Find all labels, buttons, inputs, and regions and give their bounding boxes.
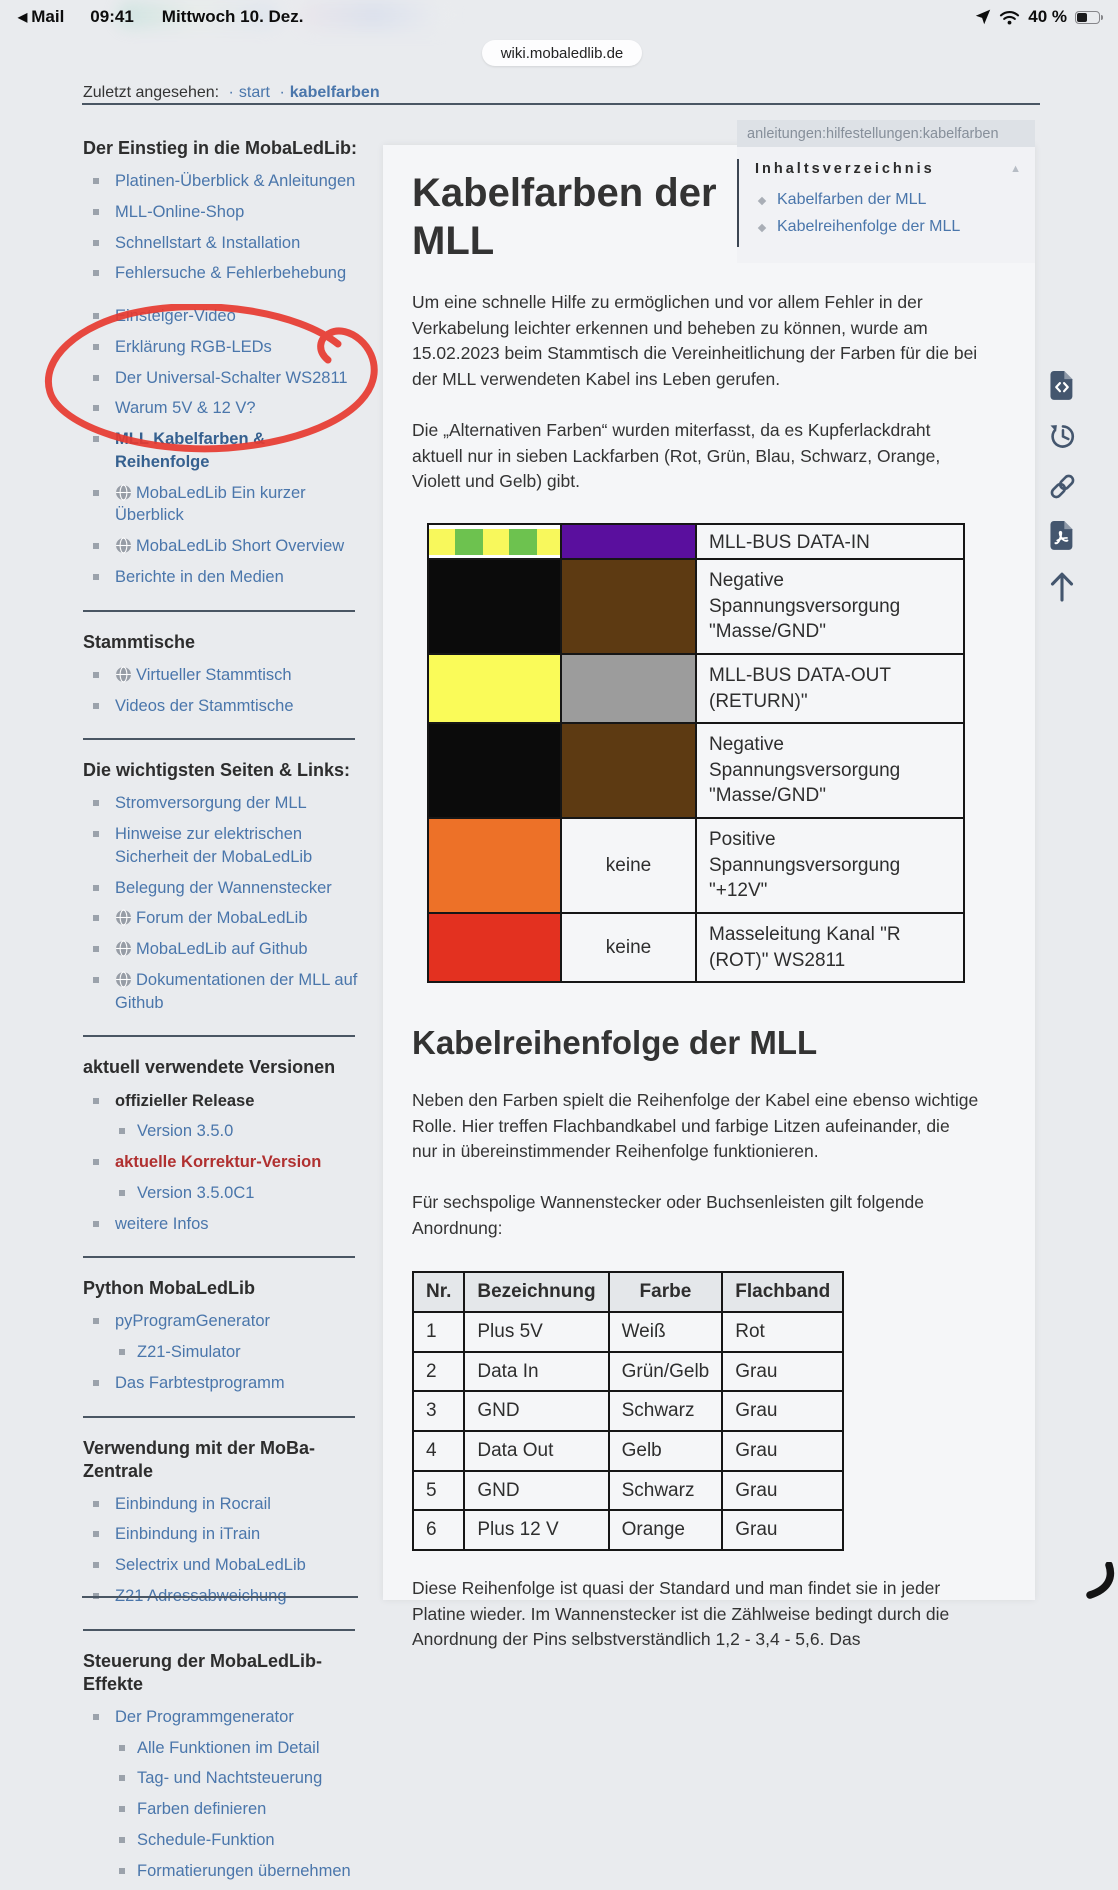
cable-color-table — [427, 523, 965, 983]
sidebar-item[interactable]: Schedule-Funktion — [83, 1829, 361, 1852]
wire-swatch-gray — [561, 654, 696, 723]
table-row — [428, 913, 964, 982]
sidebar-item[interactable]: Einbindung in iTrain — [83, 1523, 361, 1546]
sidebar-divider — [83, 1035, 355, 1037]
wire-function-label: MLL-BUS DATA-OUT (RETURN)" — [696, 654, 964, 723]
sidebar-item[interactable]: Platinen-Überblick & Anleitungen — [83, 170, 361, 193]
page-tools — [1046, 370, 1078, 602]
wire-swatch-red — [428, 913, 561, 982]
sidebar-item[interactable]: Version 3.5.0 — [83, 1120, 361, 1143]
sidebar-item[interactable]: Selectrix und MobaLedLib — [83, 1554, 361, 1577]
column-header: Flachband — [722, 1272, 843, 1312]
breadcrumb-separator: · — [228, 84, 234, 101]
alt-colors-paragraph: Die „Alternativen Farben“ wurden miterfasst, da es Kupferlackdraht aktuell nur in sieben Lackfarben (Rot, Grün, Blau, Schwarz, Orange, Violett und Gelb) gibt. — [412, 419, 941, 492]
globe-icon — [115, 940, 132, 957]
page-title: Kabelfarben der MLL — [412, 171, 717, 263]
sidebar-item: offizieller Release — [83, 1090, 361, 1113]
sidebar-item[interactable]: Version 3.5.0C1 — [83, 1182, 361, 1205]
wifi-icon — [999, 10, 1020, 25]
table-row: 1 Plus 5V Weiß Rot — [413, 1312, 843, 1352]
show-source-icon[interactable] — [1046, 370, 1078, 402]
wire-function-label: MLL-BUS DATA-IN — [696, 524, 964, 559]
sidebar-item[interactable]: Fehlersuche & Fehlerbehebung — [83, 262, 361, 285]
globe-icon — [115, 909, 132, 926]
wire-swatch-green-yellow — [428, 524, 561, 559]
backlinks-icon[interactable] — [1046, 470, 1078, 502]
order-intro-paragraph: Neben den Farben spielt die Reihenfolge der Kabel eine ebenso wichtige Rolle. Hier treffen Flachbandkabel und farbige Litzen aufeinander, die nur in übereinstimmender Reihenfolge funktionieren. — [412, 1089, 979, 1162]
connector-paragraph: Für sechspolige Wannenstecker oder Buchsenleisten gilt folgende Anordnung: — [412, 1192, 925, 1238]
wire-swatch-black — [428, 559, 561, 654]
sidebar-divider — [83, 610, 355, 612]
sidebar-item[interactable]: aktuelle Korrektur-Version — [83, 1151, 361, 1174]
breadcrumb-link-kabelfarben[interactable]: kabelfarben — [289, 84, 380, 101]
sidebar-divider — [83, 738, 355, 740]
table-of-contents — [737, 147, 1035, 263]
sidebar-item[interactable]: Dokumentationen der MLL auf Github — [83, 969, 361, 1015]
table-row: 5 GND Schwarz Grau — [413, 1471, 843, 1511]
table-row: 2 Data In Grün/Gelb Grau — [413, 1352, 843, 1392]
breadcrumb-label: Zuletzt angesehen: — [83, 84, 220, 101]
sidebar-item[interactable]: Das Farbtestprogramm — [83, 1372, 361, 1395]
column-header: Nr. — [413, 1272, 464, 1312]
sidebar-nav — [83, 137, 361, 1890]
sidebar-item[interactable]: weitere Infos — [83, 1213, 361, 1236]
pin-order-table — [412, 1271, 844, 1550]
table-row: 4 Data Out Gelb Grau — [413, 1431, 843, 1471]
toc-item[interactable]: Kabelfarben der MLL — [759, 191, 1025, 209]
wire-swatch-yellow — [428, 654, 561, 723]
wire-swatch-brown — [561, 723, 696, 818]
pen-stroke-mark — [1084, 1562, 1116, 1600]
wire-swatch-violet — [561, 524, 696, 559]
table-row — [428, 654, 964, 723]
wire-swatch-black — [428, 723, 561, 818]
status-date: Mittwoch 10. Dez. — [161, 7, 304, 26]
sidebar-item[interactable]: Berichte in den Medien — [83, 566, 361, 589]
sidebar-item[interactable]: Warum 5V & 12 V? — [83, 397, 361, 420]
battery-percent: 40 % — [1028, 7, 1067, 26]
clock-time: 09:41 — [90, 7, 134, 26]
table-row — [428, 524, 964, 559]
table-row: 6 Plus 12 V Orange Grau — [413, 1510, 843, 1550]
sidebar-section-title: aktuell verwendete Versionen — [83, 1057, 336, 1078]
old-revisions-icon[interactable] — [1046, 420, 1078, 452]
wire-function-label: Negative Spannungsversorgung "Masse/GND" — [696, 723, 964, 818]
battery-icon — [1075, 11, 1100, 24]
table-row — [428, 559, 964, 654]
sidebar-item[interactable]: Z21-Simulator — [83, 1341, 361, 1364]
wire-swatch-orange — [428, 818, 561, 913]
export-pdf-icon[interactable] — [1046, 520, 1078, 552]
table-row: 3 GND Schwarz Grau — [413, 1391, 843, 1431]
wire-function-label: Masseleitung Kanal "R (ROT)" WS2811 — [696, 913, 964, 982]
sidebar-section-title: Die wichtigsten Seiten & Links: — [83, 760, 351, 781]
sidebar-item[interactable]: Z21 Adressabweichung — [83, 1585, 361, 1608]
main-content — [383, 145, 1035, 1650]
sidebar-item[interactable]: Der Programmgenerator — [83, 1706, 361, 1729]
table-header-row — [413, 1272, 843, 1312]
standard-paragraph: Diese Reihenfolge ist quasi der Standard und man findet sie in jeder Platine wieder. Im Wannenstecker ist die Zählweise bedingt durch die Anordnung der Pins selbstverständlich 1,2 - 3,4 - 5,6. Das — [412, 1577, 950, 1650]
column-header: Bezeichnung — [464, 1272, 608, 1312]
sidebar-divider — [83, 1256, 355, 1258]
url-text: wiki.mobaledlib.de — [500, 44, 624, 62]
sidebar-item[interactable]: Stromversorgung der MLL — [83, 792, 361, 815]
section-title: Kabelreihenfolge der MLL — [412, 1024, 818, 1062]
sidebar-item[interactable]: Belegung der Wannenstecker — [83, 877, 361, 900]
sidebar-item[interactable]: Formatierungen übernehmen — [83, 1860, 361, 1883]
breadcrumb-link-start[interactable]: start — [238, 84, 270, 101]
intro-paragraph: Um eine schnelle Hilfe zu ermöglichen und vor allem Fehler in der Verkabelung leichter erkennen und beheben zu können, wurde am 15.02.2023 beim Stammtisch die Vereinheitlichung der Farben für die bei der MLL verwendeten Kabel ins Leben gerufen. — [412, 292, 978, 390]
back-to-top-icon[interactable] — [1046, 570, 1078, 602]
sidebar-item[interactable]: Erklärung RGB-LEDs — [83, 336, 361, 359]
sidebar-section-title: Verwendung mit der MoBa-Zentrale — [83, 1437, 316, 1481]
column-header: Farbe — [609, 1272, 723, 1312]
wire-function-label: Positive Spannungsversorgung "+12V" — [696, 818, 964, 913]
sidebar-item[interactable]: Einbindung in Rocrail — [83, 1493, 361, 1516]
toc-collapse-icon[interactable]: ▲ — [1010, 163, 1021, 175]
sidebar-item[interactable]: Der Universal-Schalter WS2811 — [83, 367, 361, 390]
breadcrumb-separator: · — [279, 84, 285, 101]
sidebar-item[interactable]: Tag- und Nachtsteuerung — [83, 1767, 361, 1790]
table-row — [428, 723, 964, 818]
sidebar-section-title: Stammtische — [83, 631, 196, 652]
sidebar-section-title: Steuerung der MobaLedLib-Effekte — [83, 1650, 323, 1694]
sidebar-item[interactable]: Virtueller Stammtisch — [83, 664, 361, 687]
sidebar-item[interactable]: MobaLedLib Ein kurzer Überblick — [83, 482, 361, 528]
sidebar-item[interactable]: MLL-Online-Shop — [83, 201, 361, 224]
globe-icon — [115, 537, 132, 554]
wire-function-label: Negative Spannungsversorgung "Masse/GND" — [696, 559, 964, 654]
sidebar-item[interactable]: Farben definieren — [83, 1798, 361, 1821]
table-row — [428, 818, 964, 913]
status-bar — [0, 0, 1118, 34]
back-triangle-icon: ◀ — [18, 10, 28, 24]
toc-item[interactable]: Kabelreihenfolge der MLL — [759, 218, 1025, 236]
address-bar[interactable] — [482, 40, 642, 66]
page-id-tag: anleitungen:hilfestellungen:kabelfarben — [737, 120, 1035, 147]
header-divider — [82, 103, 1040, 105]
globe-icon — [115, 971, 132, 988]
sidebar-item[interactable]: Forum der MobaLedLib — [83, 907, 361, 930]
sidebar-divider — [83, 1416, 355, 1418]
sidebar-item[interactable]: Einsteiger-Video — [83, 305, 361, 328]
sidebar-item[interactable]: Videos der Stammtische — [83, 695, 361, 718]
no-alt-color-cell: keine — [561, 913, 696, 982]
sidebar-item-current-page[interactable]: MLL Kabelfarben & Reihenfolge — [83, 428, 361, 474]
toc-title: Inhaltsverzeichnis — [755, 161, 935, 177]
sidebar-item[interactable]: pyProgramGenerator — [83, 1310, 361, 1333]
globe-icon — [115, 484, 132, 501]
no-alt-color-cell: keine — [561, 818, 696, 913]
breadcrumb — [83, 84, 380, 102]
sidebar-item[interactable]: Alle Funktionen im Detail — [83, 1737, 361, 1760]
sidebar-section-title: Der Einstieg in die MobaLedLib: — [83, 138, 358, 158]
sidebar-item[interactable]: Schnellstart & Installation — [83, 232, 361, 255]
sidebar-divider — [83, 1629, 355, 1631]
back-to-app-button[interactable] — [18, 7, 64, 27]
sidebar-item[interactable]: MobaLedLib auf Github — [83, 938, 361, 961]
wire-swatch-brown — [561, 559, 696, 654]
sidebar-section-title: Python MobaLedLib — [83, 1278, 255, 1299]
sidebar-item[interactable]: MobaLedLib Short Overview — [83, 535, 361, 558]
sidebar-item[interactable]: Hinweise zur elektrischen Sicherheit der MobaLedLib — [83, 823, 361, 869]
sidebar-divider — [82, 1596, 358, 1598]
globe-icon — [115, 666, 132, 683]
location-arrow-icon — [975, 9, 991, 25]
back-app-label: Mail — [31, 7, 65, 26]
